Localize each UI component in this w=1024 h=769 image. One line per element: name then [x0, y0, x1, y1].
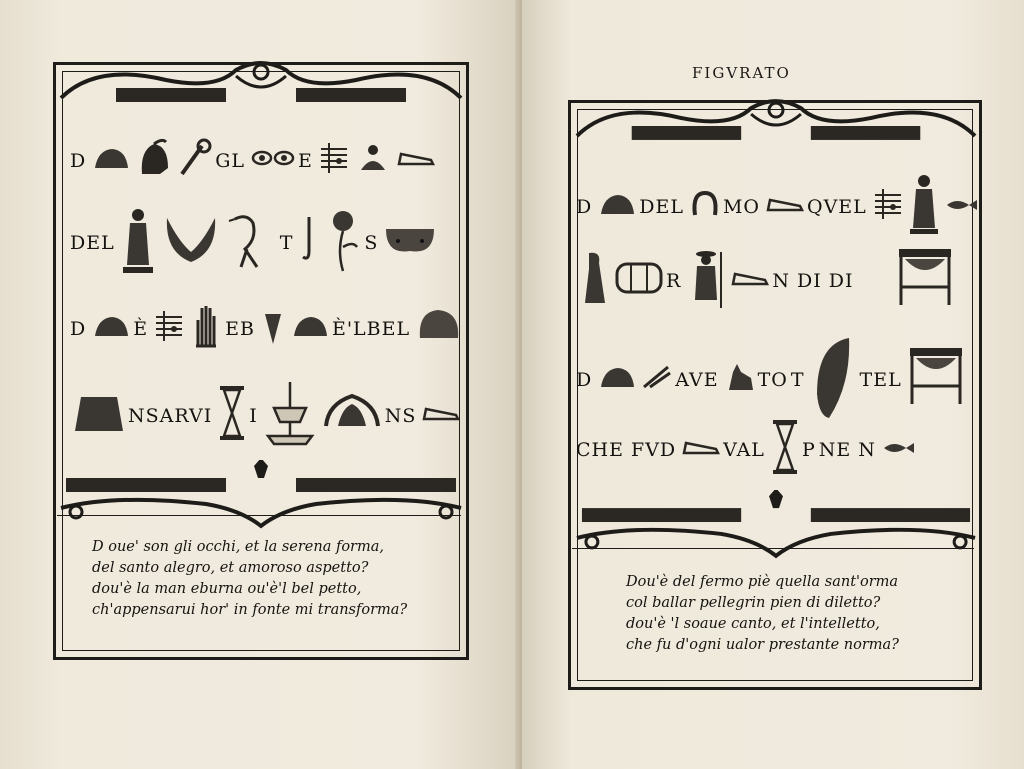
- running-head: FIGVRATO: [692, 64, 791, 82]
- rebus-text: EB: [225, 317, 255, 340]
- right-page: [522, 0, 1024, 769]
- rebus-text: DEL: [70, 231, 115, 254]
- right-bottom-cartouche: [572, 490, 980, 560]
- fountain-icon: [264, 378, 316, 453]
- left-verse-box: [57, 515, 461, 516]
- stone-icon: [92, 312, 130, 345]
- right-rebus-row-4: [576, 418, 919, 481]
- fox-icon: [725, 362, 755, 397]
- left-verse: [92, 537, 407, 621]
- feather-icon: [811, 334, 857, 425]
- fish-icon: [882, 439, 916, 461]
- rebus-text: R: [666, 269, 682, 292]
- pilgrim-icon: [687, 246, 725, 315]
- rebus-text: T: [279, 231, 294, 254]
- left-rebus-row-2: [70, 205, 439, 280]
- wings-icon: [161, 212, 221, 273]
- bell-icon: [322, 390, 382, 441]
- stone-icon: [92, 144, 130, 177]
- music-staff-icon: [154, 309, 184, 348]
- left-rebus-row-3: [70, 302, 465, 355]
- right-top-cartouche: [572, 96, 980, 156]
- verse-line: Dou'è del fermo piè quella sant'orma: [626, 574, 899, 590]
- verse-line: D oue' son gli occhi, et la serena forma,: [92, 539, 384, 555]
- rose-icon: [325, 207, 361, 278]
- left-top-cartouche: [56, 58, 466, 118]
- stone-icon: [598, 363, 636, 396]
- siren-icon: [355, 142, 391, 179]
- right-rebus-row-1: [576, 172, 982, 241]
- right-rebus-row-3: [576, 334, 967, 425]
- stone-icon: [598, 190, 636, 223]
- hourglass-icon: [771, 418, 799, 481]
- heron-icon: [227, 209, 277, 276]
- breasts-icon: [384, 223, 436, 262]
- verse-line: col ballar pellegrin pien di diletto?: [626, 595, 881, 611]
- rebus-text: D: [70, 317, 87, 340]
- hourglass-icon: [218, 384, 246, 447]
- left-bottom-cartouche: [56, 460, 466, 530]
- rebus-text: N DI DI: [772, 269, 854, 292]
- left-rebus-row-4: [70, 378, 463, 453]
- shoe-icon: [682, 437, 720, 462]
- right-verse: [626, 572, 899, 656]
- rebus-text: P: [801, 438, 816, 461]
- music-staff-icon: [873, 187, 903, 226]
- cloth-icon: [73, 393, 125, 438]
- rebus-text: È: [133, 317, 149, 340]
- tongs-icon: [642, 363, 672, 396]
- rebus-text: D: [70, 149, 87, 172]
- hook-icon: [299, 215, 319, 270]
- rebus-text: CHE FVD: [576, 438, 677, 461]
- verse-line: che fu d'ogni ualor prestante norma?: [626, 637, 899, 653]
- right-verse-box: [572, 548, 974, 549]
- canopy-bed-icon: [908, 346, 964, 413]
- horseshoe-icon: [690, 189, 720, 224]
- rebus-text: S: [364, 231, 379, 254]
- rebus-text: NSARVI: [128, 404, 213, 427]
- rebus-text: D: [576, 195, 593, 218]
- hand-icon: [190, 302, 222, 355]
- verse-line: dou'è la man eburna ou'è'l bel petto,: [92, 581, 362, 597]
- rebus-text: MO: [722, 195, 760, 218]
- rebus-text: NS: [384, 404, 417, 427]
- rebus-text: DEL: [639, 195, 684, 218]
- canopy-bed-icon: [897, 247, 953, 314]
- tree-icon: [416, 306, 462, 351]
- shoe-icon: [731, 268, 769, 293]
- rebus-text: E: [298, 149, 313, 172]
- shoe-icon: [397, 148, 435, 173]
- rebus-text: QVEL: [807, 195, 867, 218]
- rebus-text: GL: [215, 149, 246, 172]
- rebus-text: È'LBEL: [331, 317, 411, 340]
- stone-icon: [291, 312, 329, 345]
- rebus-text: AVE: [675, 368, 719, 391]
- saint-icon: [121, 205, 155, 280]
- right-rebus-row-2: [576, 246, 956, 315]
- verse-line: del santo alegro, et amoroso aspetto?: [92, 560, 369, 576]
- music-staff-icon: [319, 141, 349, 180]
- rebus-text: TO: [757, 368, 788, 391]
- rebus-text: T: [790, 368, 805, 391]
- helmet-icon: [136, 138, 172, 183]
- verse-line: dou'è 'l soaue canto, et l'intelletto,: [626, 616, 880, 632]
- eyes-icon: [251, 148, 295, 173]
- verse-line: ch'appensarui hor' in fonte mi transforma?: [92, 602, 408, 618]
- shoe-icon: [422, 403, 460, 428]
- rebus-text: TEL: [859, 368, 902, 391]
- acorn-icon: [261, 306, 285, 351]
- fish-icon: [945, 196, 979, 218]
- eagle-icon: [579, 249, 609, 312]
- saint-icon: [909, 172, 939, 241]
- rebus-text: D: [576, 368, 593, 391]
- barrel-icon: [615, 260, 663, 301]
- rebus-text: VAL: [723, 438, 765, 461]
- fasces-icon: [178, 138, 212, 183]
- rebus-text: NE N: [818, 438, 876, 461]
- left-rebus-row-1: [70, 138, 438, 183]
- rebus-text: I: [249, 404, 258, 427]
- shoe-icon: [766, 194, 804, 219]
